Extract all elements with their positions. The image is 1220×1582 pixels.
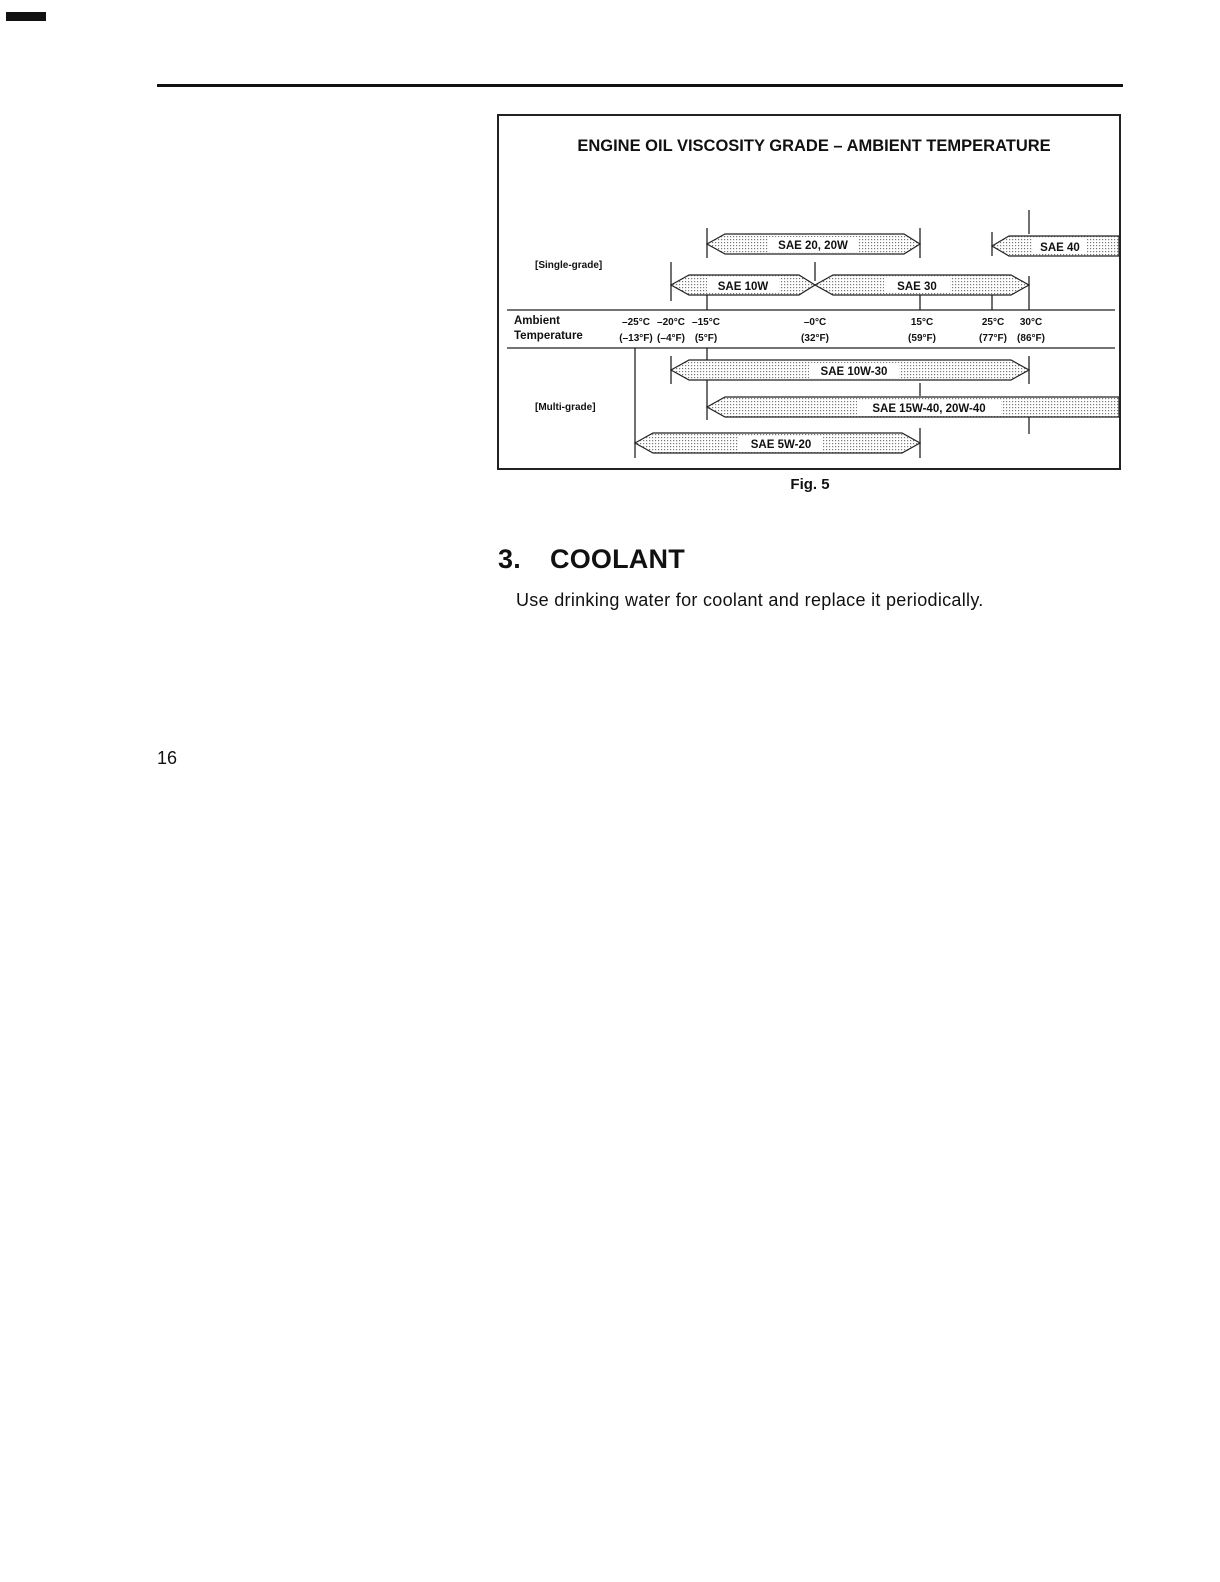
temp-f-3: (5°F)	[694, 333, 718, 344]
temperature-scale	[619, 317, 1045, 344]
row-label-temperature: Temperature	[514, 330, 583, 342]
label-sae-10w: SAE 10W	[717, 281, 769, 293]
temp-f-1: (–13°F)	[619, 333, 653, 344]
section-title: COOLANT	[550, 544, 685, 574]
temp-f-5: (59°F)	[908, 333, 936, 344]
temp-c-1: –25°C	[622, 317, 650, 328]
section-body-text: Use drinking water for coolant and replace it periodically.	[516, 590, 984, 610]
row-label-single: [Single-grade]	[535, 260, 603, 271]
page-number: 16	[157, 748, 178, 768]
label-sae-15w-40-20w-40: SAE 15W-40, 20W-40	[872, 403, 986, 415]
temp-c-4: –0°C	[803, 317, 827, 328]
temp-c-6: 25°C	[981, 317, 1005, 328]
temp-c-5: 15°C	[910, 317, 934, 328]
figure-caption: Fig. 5	[790, 476, 830, 493]
viscosity-figure	[497, 114, 1121, 470]
temp-f-2: (–4°F)	[657, 333, 685, 344]
label-sae-5w-20: SAE 5W-20	[750, 439, 812, 451]
label-sae-40: SAE 40	[1040, 242, 1080, 254]
temp-c-3: –15°C	[692, 317, 720, 328]
label-sae-10w-30: SAE 10W-30	[820, 366, 888, 378]
temp-c-2: –20°C	[657, 317, 685, 328]
header-rule	[157, 84, 1123, 87]
label-sae-30: SAE 30	[897, 281, 937, 293]
temp-c-7: 30°C	[1019, 317, 1043, 328]
label-sae-20-20w: SAE 20, 20W	[778, 240, 848, 252]
figure-title: ENGINE OIL VISCOSITY GRADE – AMBIENT TEMPERATURE	[577, 137, 1051, 155]
multi-grade-bars	[635, 360, 1119, 453]
section-heading	[498, 544, 685, 575]
corner-registration-mark	[6, 12, 46, 21]
viscosity-chart	[499, 116, 1121, 470]
temp-f-4: (32°F)	[801, 333, 829, 344]
section-number: 3.	[498, 544, 521, 574]
single-grade-bars	[671, 234, 1119, 295]
row-label-ambient: Ambient	[514, 315, 560, 327]
row-label-multi: [Multi-grade]	[535, 402, 596, 413]
temp-f-7: (86°F)	[1017, 333, 1045, 344]
temp-f-6: (77°F)	[979, 333, 1007, 344]
